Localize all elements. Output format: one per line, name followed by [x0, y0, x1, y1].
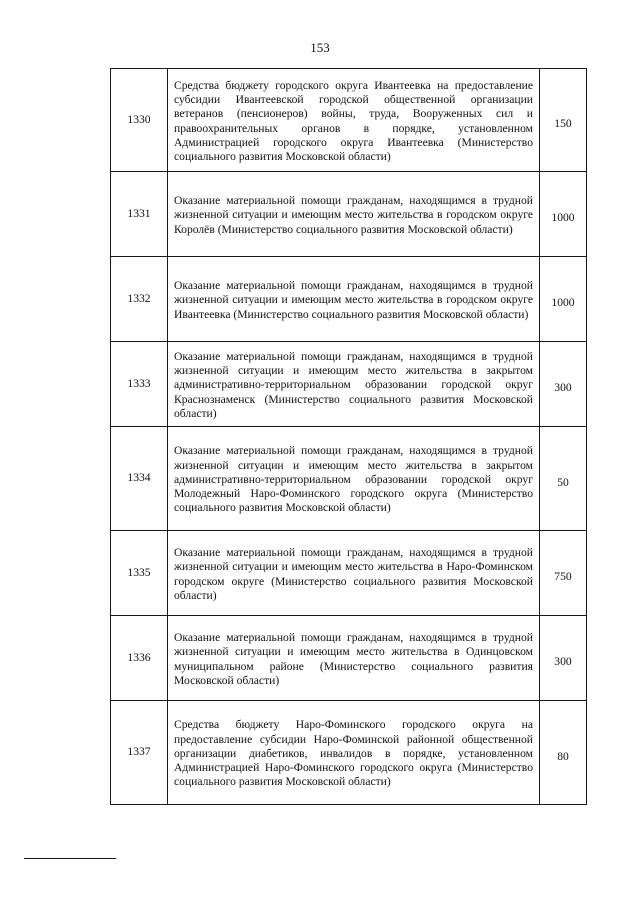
- budget-table: [110, 68, 587, 805]
- row-amount: 750: [540, 531, 587, 616]
- row-amount: 300: [540, 342, 587, 427]
- row-description: Оказание материальной помощи гражданам, находящимся в трудной жизненной ситуации и имеющим место жительства в закрытом административно-территориальном образовании городской округ Молодежный Наро-Фоминского городского округа (Министерство социального развития Московской области): [168, 427, 540, 531]
- row-amount: 1000: [540, 172, 587, 257]
- row-number: 1337: [111, 701, 168, 805]
- table-row: [111, 257, 587, 342]
- page-number: 153: [310, 40, 330, 55]
- row-description: Оказание материальной помощи гражданам, находящимся в трудной жизненной ситуации и имеющим место жительства в Наро-Фоминском городском округе (Министерство социального развития Московской области): [168, 531, 540, 616]
- table-row: [111, 69, 587, 172]
- row-number: 1331: [111, 172, 168, 257]
- row-description: Средства бюджету Наро-Фоминского городского округа на предоставление субсидии Наро-Фоминской районной общественной организации диабетиков, инвалидов в порядке, установленном Администрацией Наро-Фоминского городского округа (Министерство социального развития Московской области): [168, 701, 540, 805]
- table-row: [111, 701, 587, 805]
- row-amount: 80: [540, 701, 587, 805]
- table-row: [111, 427, 587, 531]
- row-description: Оказание материальной помощи гражданам, находящимся в трудной жизненной ситуации и имеющим место жительства в городском округе Ивантеевка (Министерство социального развития Московской области): [168, 257, 540, 342]
- row-amount: 150: [540, 69, 587, 172]
- row-description: Оказание материальной помощи гражданам, находящимся в трудной жизненной ситуации и имеющим место жительства в закрытом административно-территориальном образовании городской округ Краснознаменск (Министерство социального развития Московской области): [168, 342, 540, 427]
- row-amount: 300: [540, 616, 587, 701]
- table-row: [111, 531, 587, 616]
- table-row: [111, 172, 587, 257]
- table-row: [111, 342, 587, 427]
- row-number: 1330: [111, 69, 168, 172]
- row-description: Средства бюджету городского округа Ивантеевка на предоставление субсидии Ивантеевской городской общественной организации ветеранов (пенсионеров) войны, труда, Вооруженных сил и правоохранительных органов в порядке, установленном Администрацией городского округа Ивантеевка (Министерство социального развития Московской области): [168, 69, 540, 172]
- row-number: 1335: [111, 531, 168, 616]
- row-amount: 1000: [540, 257, 587, 342]
- footnote-divider: [24, 858, 116, 859]
- table-row: [111, 616, 587, 701]
- row-number: 1336: [111, 616, 168, 701]
- row-number: 1332: [111, 257, 168, 342]
- row-number: 1334: [111, 427, 168, 531]
- row-description: Оказание материальной помощи гражданам, находящимся в трудной жизненной ситуации и имеющим место жительства в городском округе Королёв (Министерство социального развития Московской области): [168, 172, 540, 257]
- row-number: 1333: [111, 342, 168, 427]
- row-amount: 50: [540, 427, 587, 531]
- row-description: Оказание материальной помощи гражданам, находящимся в трудной жизненной ситуации и имеющим место жительства в Одинцовском муниципальном районе (Министерство социального развития Московской области): [168, 616, 540, 701]
